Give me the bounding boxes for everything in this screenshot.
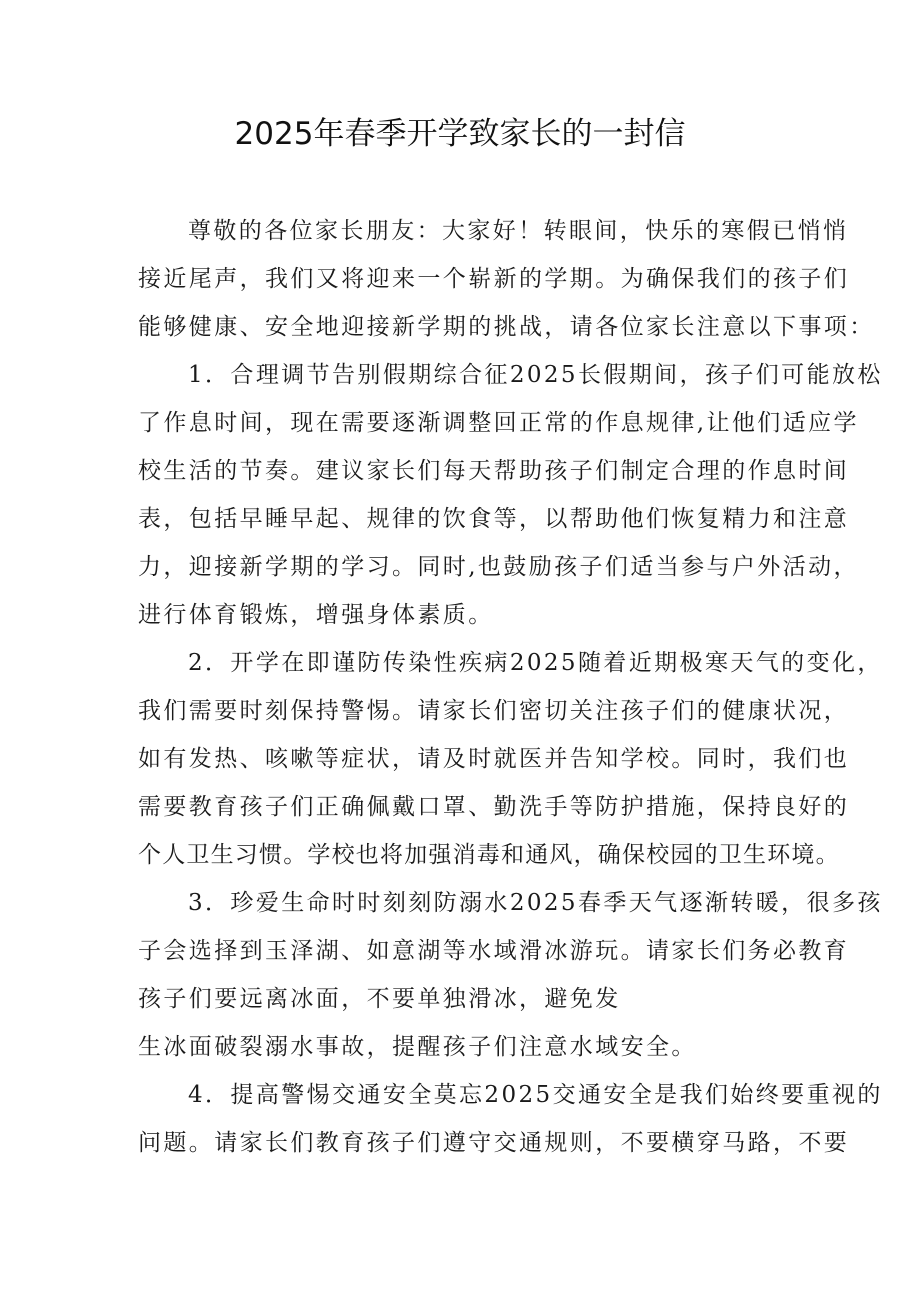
paragraph-line: 个人卫生习惯。学校也将加强消毒和通风，确保校园的卫生环境。: [138, 842, 840, 868]
paragraph-line: 子会选择到玉泽湖、如意湖等水域滑冰游玩。请家长们务必教育: [138, 938, 850, 964]
paragraph-line: 校生活的节奏。建议家长们每天帮助孩子们制定合理的作息时间: [138, 458, 850, 484]
paragraph-line: 问题。请家长们教育孩子们遵守交通规则，不要横穿马路，不要: [138, 1130, 850, 1156]
paragraph-line: 生冰面破裂溺水事故，提醒孩子们注意水域安全。: [138, 1034, 697, 1060]
paragraph-line: 力，迎接新学期的学习。同时,也鼓励孩子们适当参与户外活动，: [138, 554, 859, 580]
paragraph-line: 接近尾声，我们又将迎来一个崭新的学期。为确保我们的孩子们: [138, 266, 850, 292]
paragraph-line: 了作息时间，现在需要逐渐调整回正常的作息规律,让他们适应学: [138, 410, 859, 436]
paragraph-line: 2．开学在即谨防传染性疾病2025随着近期极寒天气的变化，: [188, 650, 883, 676]
paragraph-line: 4．提高警惕交通安全莫忘2025交通安全是我们始终要重视的: [188, 1082, 883, 1108]
paragraph-line: 1．合理调节告别假期综合征2025长假期间，孩子们可能放松: [188, 362, 883, 388]
paragraph-line: 孩子们要远离冰面，不要单独滑冰，避免发: [138, 986, 621, 1012]
paragraph-line: 3．珍爱生命时时刻刻防溺水2025春季天气逐渐转暖，很多孩: [188, 890, 883, 916]
paragraph-line: 进行体育锻炼，增强身体素质。: [138, 602, 494, 628]
paragraph-line: 我们需要时刻保持警惕。请家长们密切关注孩子们的健康状况，: [138, 698, 850, 724]
paragraph-line: 尊敬的各位家长朋友：大家好！转眼间，快乐的寒假已悄悄: [188, 218, 849, 244]
paragraph-line: 表，包括早睡早起、规律的饮食等，以帮助他们恢复精力和注意: [138, 506, 850, 532]
paragraph-line: 需要教育孩子们正确佩戴口罩、勤洗手等防护措施，保持良好的: [138, 794, 850, 820]
paragraph-line: 如有发热、咳嗽等症状，请及时就医并告知学校。同时，我们也: [138, 746, 850, 772]
page-title: 2025年春季开学致家长的一封信: [234, 116, 686, 152]
paragraph-line: 能够健康、安全地迎接新学期的挑战，请各位家长注意以下事项：: [138, 314, 875, 340]
